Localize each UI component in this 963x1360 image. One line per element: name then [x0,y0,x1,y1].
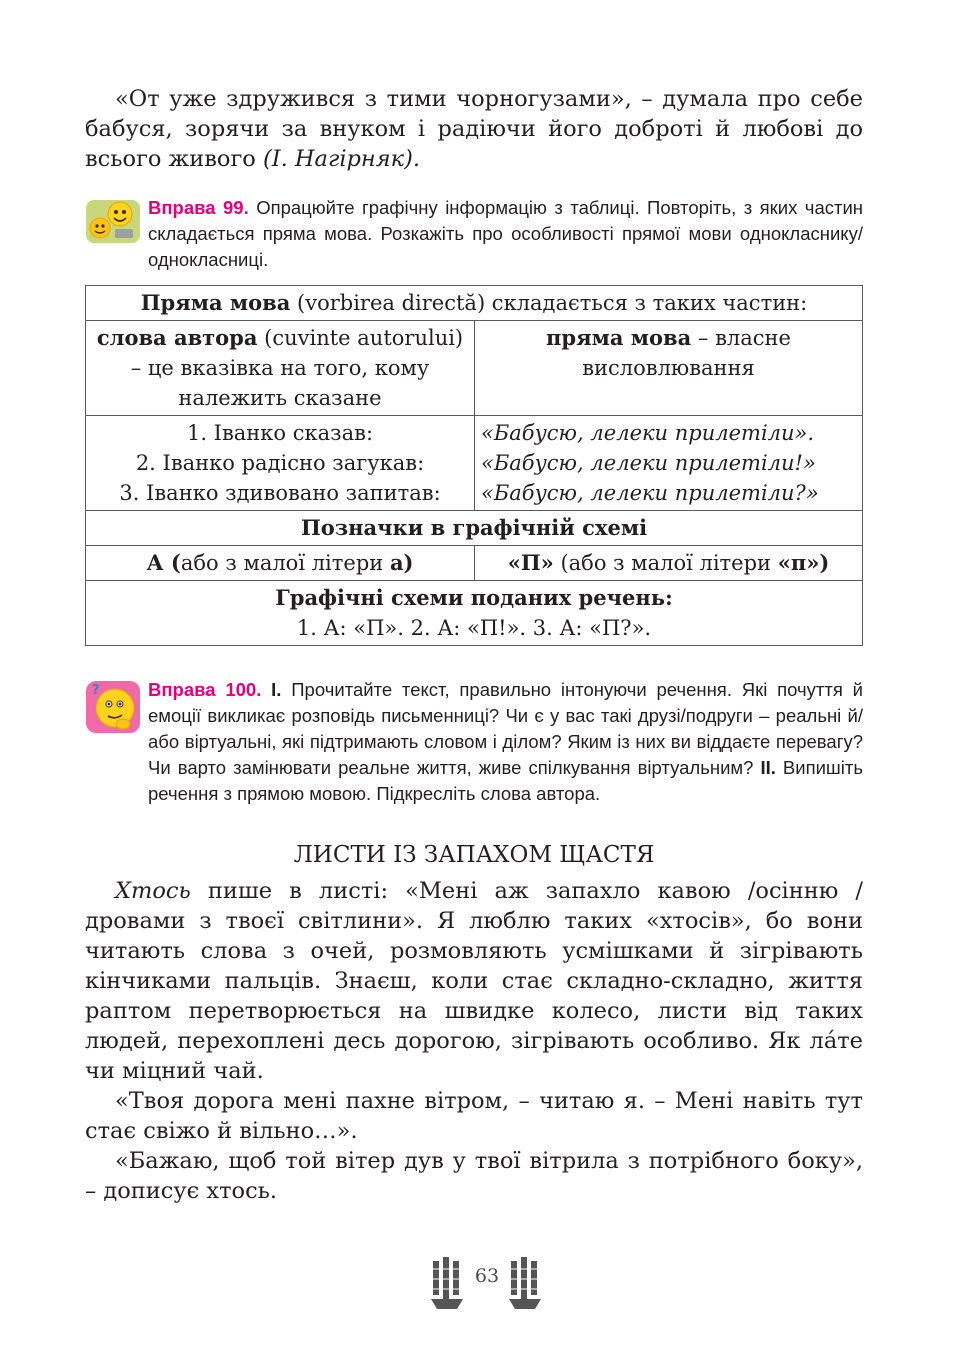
exercise-100-title: Вправа 100. [148,679,262,700]
story-title: ЛИСТИ ІЗ ЗАПАХОМ ЩАСТЯ [293,842,655,868]
header-term: Пряма мова [140,290,291,315]
story-text [85,876,863,1206]
story-italic-word: Хтось [115,878,191,904]
example-author-2: 2. Іванко радісно загукав: [135,451,425,475]
example-speech-1: «Бабусю, лелеки прилетіли». [481,421,815,445]
thinking-smiley-icon [85,679,141,735]
symbol-p-lower: «п») [777,550,830,575]
story-p1-text: пише в листі: «Мені аж запахло кавою /осінню /дровами з твоєї світлини». Я люблю таких «хтосів», бо вони читають слова з очей, розмовляють усмішками й зігрівають кінчиками пальців. Знаєш, коли стає складно-складно, життя раптом перетворюється на швидке колесо, листи від таких людей, перехоплені десь дорогою, зігрівають особливо. Як ла́те чи міцний чай. [85,878,863,1084]
symbol-a: А ( [146,550,181,575]
part-two-text: Випишіть речення з прямою мовою. Підкресліть слова автора. [148,757,863,804]
exercise-99-body: Опрацюйте графічну інформацію з таблиці. Повторіть, з яких частин складається пряма мова. Розкажіть про особливості прямої мови однокласнику/однокласниці. [148,197,864,270]
intro-text: «От уже здружився з тими чорногузами», – думала про себе бабуся, зорячи за внуком і радіючи його доброті й любові до всього живого [85,86,863,172]
table-header [86,286,863,321]
intro-source: (І. Нагірняк). [262,146,421,172]
schemes-cell [86,581,863,646]
exercise-99-title: Вправа 99. [148,197,249,218]
svg-text:?: ? [92,683,100,698]
direct-speech-cell [475,321,863,416]
exercise-100-text [148,677,863,807]
exercise-100 [85,677,863,807]
examples-author-cell [86,416,475,511]
example-speech-3: «Бабусю, лелеки прилетіли?» [481,481,819,505]
schemes-title: Графічні схеми поданих речень: [275,585,673,610]
symbol-a-lower: а) [389,550,414,575]
author-words-cell [86,321,475,416]
examples-speech-cell [475,416,863,511]
example-author-1: 1. Іванко сказав: [186,421,374,445]
part-one-marker: I. [271,679,282,700]
author-term: слова автора [96,325,258,350]
symbol-p: «П» [507,550,554,575]
exercise-99-text [148,195,863,273]
smiley-faces-icon [85,197,141,245]
part-one-text: Прочитайте текст, правильно інтонуючи речення. Які почуття й емоції викликає розповідь письменниці? Чи є у вас такі друзі/подруги – реальні й/або віртуальні, які підтримають словом і ділом? Яким із них ви віддаєте перевагу? Чи варто замінювати реальне життя, живе спілкування віртуальним? [148,679,864,778]
page-number: 63 [474,1265,500,1287]
story-paragraph-3: «Бажаю, щоб той вітер дув у твої вітрила з потрібного боку», – дописує хтось. [85,1148,863,1204]
story-paragraph-2: «Твоя дорога мені пахне вітром, – читаю я. – Мені навіть тут стає свіжо й вільно…». [85,1088,863,1144]
symbol-a-note: або з малої літери [180,551,390,575]
page-footer [425,1255,545,1315]
exercise-99 [85,195,863,273]
direct-desc: – власне висловлювання [582,326,791,380]
direct-speech-table [85,285,863,646]
direct-term: пряма мова [546,325,692,350]
part-two-marker: II. [760,757,776,778]
example-speech-2: «Бабусю, лелеки прилетіли!» [481,451,816,475]
example-author-3: 3. Іванко здивовано запитав: [119,481,441,505]
symbols-title: Позначки в графічній схемі [86,511,863,546]
header-rest: (vorbirea directă) складається з таких частин: [290,291,808,315]
story-paragraph-1 [85,876,863,1086]
symbol-a-cell [86,546,475,581]
author-desc: (cuvinte autorului) – це вказівка на того, кому належить сказане [130,326,464,410]
symbol-p-cell [475,546,863,581]
symbol-p-note: (або з малої літери [553,551,778,575]
schemes-text: 1. А: «П». 2. А: «П!». 3. А: «П?». [296,616,652,640]
intro-paragraph [85,84,863,174]
